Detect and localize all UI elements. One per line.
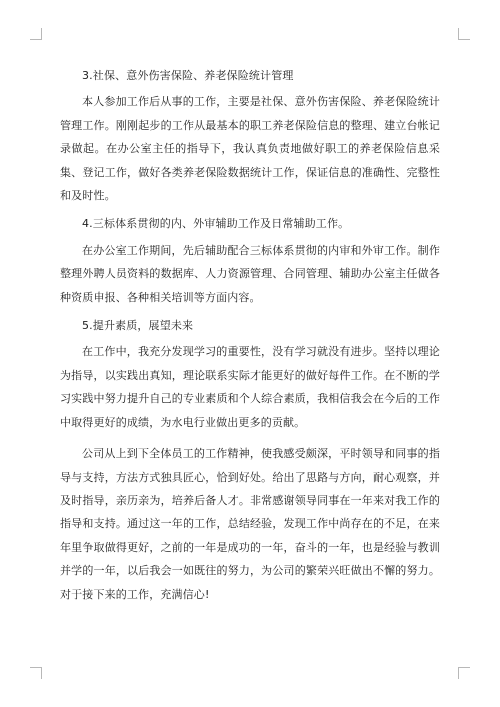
document-body (60, 64, 440, 611)
page-corner-mark-bottom-left (30, 667, 42, 679)
page-corner-mark-top-right (458, 28, 470, 40)
body-paragraph: 在工作中，我充分发现学习的重要性，没有学习就没有进步。坚持以理论为指导，以实践出真知，理论联系实际才能更好的做好每件工作。在不断的学习实践中努力提升自己的专业素质和个人综合素质，我相信我会在今后的工作中取得更好的成绩，为水电行业做出更多的贡献。 (60, 345, 440, 429)
body-paragraph: 公司从上到下全体员工的工作精神，使我感受颇深，平时领导和同事的指导与支持，方法方式独具匠心，恰到好处。给出了思路与方向，耐心观察，并及时指导，亲历亲为，培养后备人才。非常感谢领导同事在一年来对我工作的指导和支持。通过这一年的工作，总结经验，发现工作中尚存在的不足，在来年里争取做得更好，之前的一年是成功的一年，奋斗的一年，也是经验与教训并学的一年，以后我会一如既往的努力，为公司的繁荣兴旺做出不懈的努力。对于接下来的工作，充满信心! (60, 447, 440, 601)
section-heading: 3.社保、意外伤害保险、养老保险统计管理 (82, 69, 294, 82)
page-corner-mark-top-left (30, 28, 42, 40)
section-heading: 5.提升素质，展望未来 (82, 319, 194, 333)
section-heading: 4.三标体系贯彻的内、外审辅助工作及日常辅助工作。 (82, 217, 350, 231)
page-corner-mark-bottom-right (458, 667, 470, 679)
body-paragraph: 在办公室工作期间，先后辅助配合三标体系贯彻的内审和外审工作。制作整理外聘人员资料的数据库、人力资源管理、合同管理、辅助办公室主任做各种资质申报、各种相关培训等方面内容。 (60, 243, 440, 304)
body-paragraph: 本人参加工作后从事的工作，主要是社保、意外伤害保险、养老保险统计管理工作。刚刚起步的工作从最基本的职工养老保险信息的整理、建立台帐记录做起。在办公室主任的指导下，我认真负责地做好职工的养老保险信息采集、登记工作，做好各类养老保险数据统计工作，保证信息的准确性、完整性和及时性。 (60, 95, 440, 203)
